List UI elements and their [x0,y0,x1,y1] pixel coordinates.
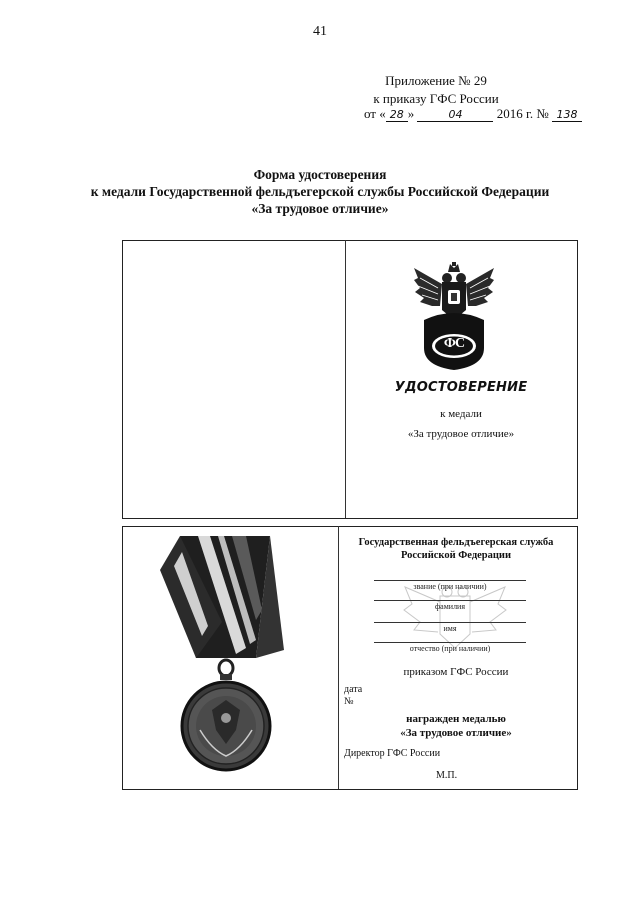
org-line2: Российской Федерации [400,550,512,561]
appendix-q-open: « [379,106,386,121]
appendix-header [316,72,556,108]
director-label: Директор ГФС России [344,748,441,759]
date-label: дата [344,684,363,695]
appendix-ot: от [363,106,376,121]
emblem-letters: ФС [443,336,465,351]
cover-medal-name: «За трудовое отличие» [407,428,515,440]
eagle-emblem-icon [412,262,496,372]
title-line3: «За трудовое отличие» [251,201,389,216]
appendix-number: 138 [552,108,582,122]
order-text: приказом ГФС России [403,666,509,678]
awarded-text: награжден медалью [406,713,506,725]
appendix-month: 04 [417,108,493,122]
appendix-line1: Приложение № 29 [385,73,487,88]
appendix-date-line [364,106,582,122]
inner-org [340,536,572,562]
document-title [0,166,640,217]
appendix-day: 28 [386,108,408,122]
inner-fold-line [338,526,339,789]
appendix-line2: к приказу ГФС России [373,91,499,106]
number-label: № [344,696,354,707]
page-number: 41 [313,24,327,39]
appendix-q-close: » [407,106,415,121]
field-surname: фамилия [374,600,526,611]
title-line2: к медали Государственной фельдъегерской службы Российской Федерации [90,184,550,199]
cover-to-medal: к медали [440,408,482,420]
org-line1: Государственная фельдъегерская служба [358,537,554,548]
field-name: имя [374,622,526,633]
cover-fold-line [345,240,346,518]
appendix-year: 2016 г. № [496,106,549,121]
awarded-block [340,712,572,740]
cover-heading: УДОСТОВЕРЕНИЕ [394,380,528,395]
medal-ribbon-icon [152,530,292,780]
field-rank: звание (при наличии) [374,580,526,591]
title-line1: Форма удостоверения [253,167,387,182]
field-patronymic: отчество (при наличии) [374,642,526,653]
fgs-emblem [412,262,496,372]
medal-image [152,530,292,780]
seal-label: М.П. [436,770,458,781]
awarded-medal-name: «За трудовое отличие» [400,727,512,739]
